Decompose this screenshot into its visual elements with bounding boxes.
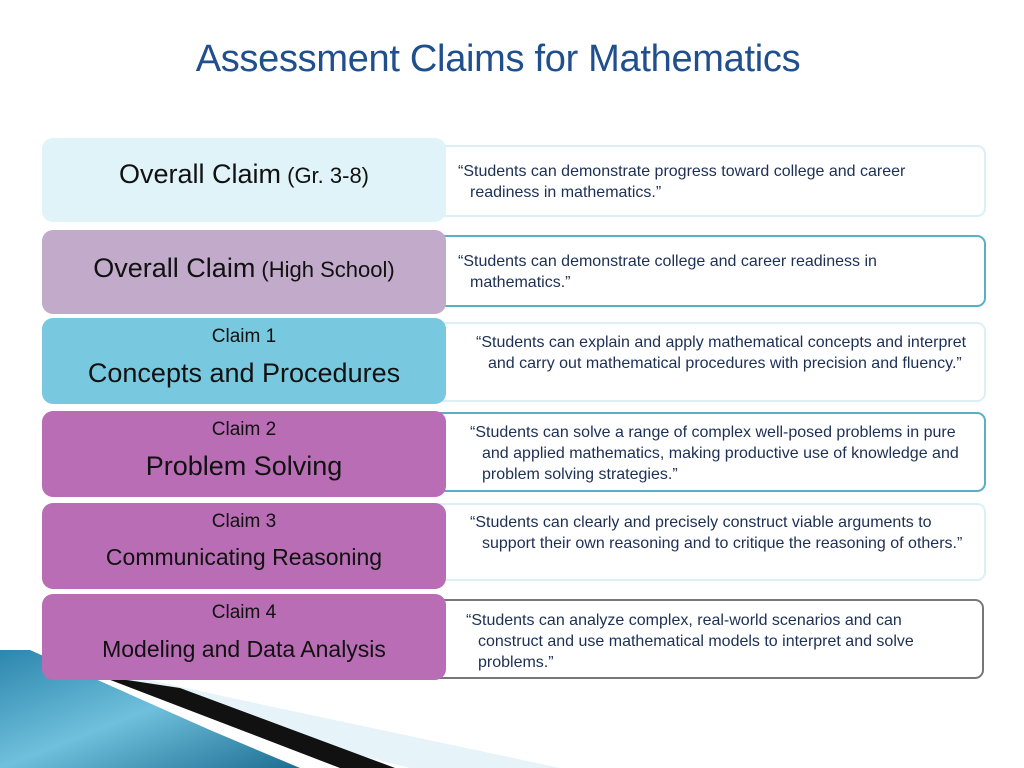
claim-grade-range: (Gr. 3-8) (281, 163, 370, 188)
claim-number: Claim 4 (211, 602, 277, 623)
page-title: Assessment Claims for Mathematics (195, 38, 801, 80)
claim-label-box (42, 503, 446, 589)
claim-description (422, 235, 986, 307)
claim-name: Problem Solving (145, 451, 343, 481)
claim-number: Claim 3 (211, 511, 277, 532)
claim-description-text: “Students can solve a range of complex well-posed problems in pure and applied mathematics, making productive use of knowledge and problem solving strategies.” (470, 424, 959, 483)
claim-label-box (42, 318, 446, 404)
claim-label-box (42, 411, 446, 497)
claim-name: Modeling and Data Analysis (102, 636, 386, 662)
claim-description (422, 503, 986, 581)
claim-number: Claim 1 (211, 326, 277, 347)
claim-description (422, 145, 986, 217)
claim-description-text: “Students can demonstrate college and career readiness in mathematics.” (458, 253, 877, 291)
claim-name: Concepts and Procedures (87, 358, 401, 388)
claim-name: Overall Claim (93, 253, 256, 283)
claim-description-text: “Students can clearly and precisely construct viable arguments to support their own reasoning and to critique the reasoning of others.” (470, 514, 963, 552)
claim-label-box (42, 230, 446, 314)
claim-grade-range: (High School) (255, 257, 395, 282)
claim-name: Overall Claim (118, 159, 281, 189)
claim-description-text: “Students can explain and apply mathematical concepts and interpret and carry out mathematical procedures with precision and fluency.” (476, 334, 967, 372)
claim-description-text: “Students can demonstrate progress toward college and career readiness in mathematics.” (458, 163, 906, 201)
claim-description (412, 599, 984, 679)
claim-description (422, 322, 986, 402)
claim-label-box (42, 138, 446, 222)
claim-description (422, 412, 986, 492)
claim-name: Communicating Reasoning (105, 544, 383, 570)
claim-number: Claim 2 (211, 419, 277, 440)
claim-label-box (42, 594, 446, 680)
claim-description-text: “Students can analyze complex, real-world scenarios and can construct and use mathematical models to interpret and solve problems.” (466, 612, 914, 671)
